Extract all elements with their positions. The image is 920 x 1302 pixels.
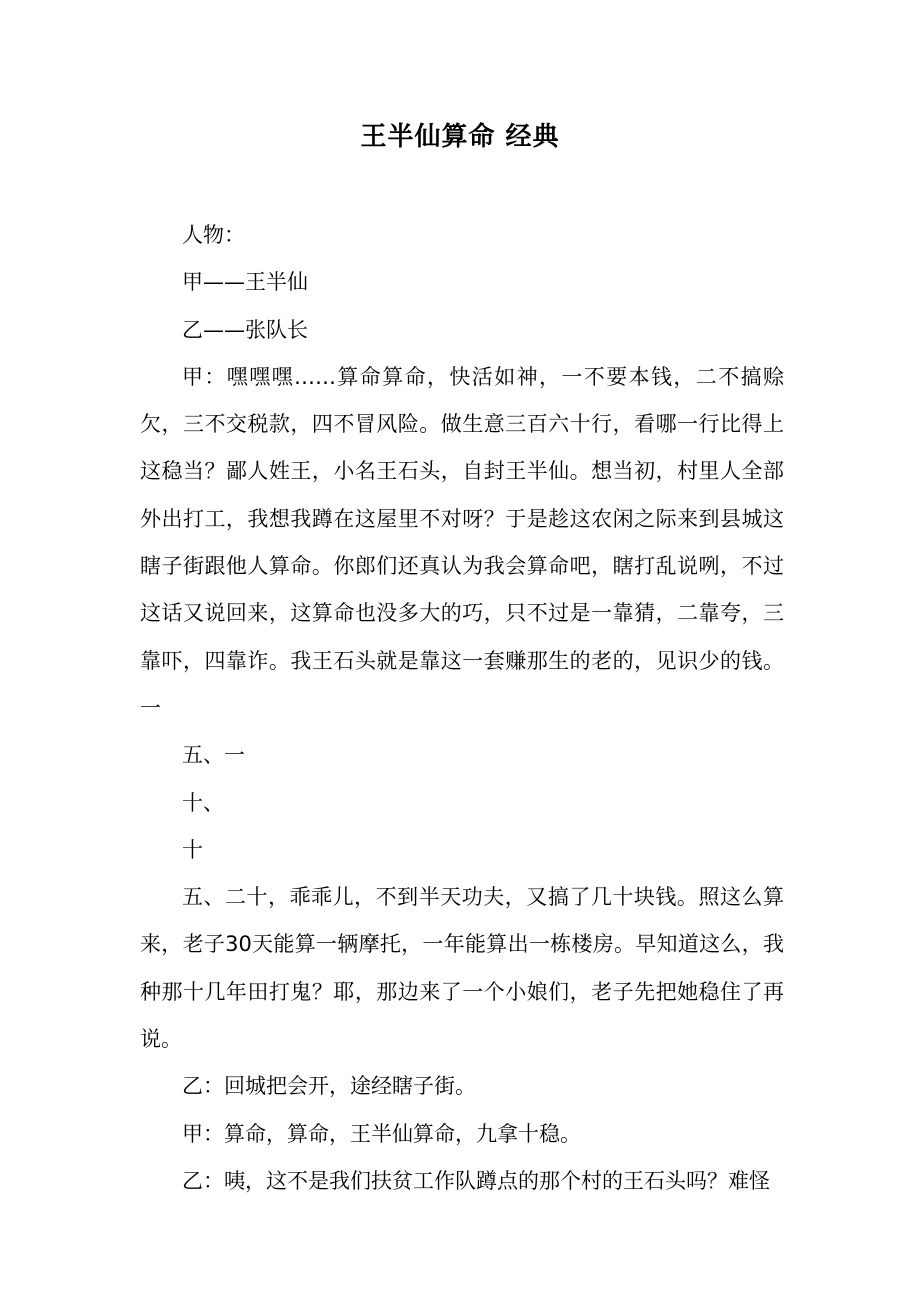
dialogue-paragraph: 五、二十，乖乖儿，不到半天功夫，又搞了几十块钱。照这么算来，老子30天能算一辆摩托，一年能算出一栋楼房。早知道这么，我种那十几年田打鬼？耶，那边来了一个小娘们，老子先把她稳住了再说。 bbox=[140, 885, 784, 1052]
cast-member-yi: 乙——张队长 bbox=[182, 317, 308, 342]
dialogue-line: 甲：算命，算命，王半仙算命，九拿十稳。 bbox=[182, 1121, 581, 1146]
cast-member-jia: 甲——王半仙 bbox=[182, 270, 308, 295]
document-body bbox=[140, 212, 784, 1205]
dialogue-line: 乙：回城把会开，途经瞎子街。 bbox=[182, 1074, 476, 1099]
dialogue-paragraph: 甲：嘿嘿嘿……算命算命，快活如神，一不要本钱，二不搞赊欠，三不交税款，四不冒风险。做生意三百六十行，看哪一行比得上这稳当？鄙人姓王，小名王石头，自封王半仙。想当初，村里人全部外出打工，我想我蹲在这屋里不对呀？于是趁这农闲之际来到县城这瞎子街跟他人算命。你郎们还真认为我会算命吧，瞎打乱说咧，不过这话又说回来，这算命也没多大的巧，只不过是一靠猜，二靠夸，三靠吓，四靠诈。我王石头就是靠这一套赚那生的老的，见识少的钱。一 bbox=[140, 364, 784, 720]
cast-heading: 人物： bbox=[182, 223, 245, 247]
document-title: 王半仙算命 经典 bbox=[360, 122, 560, 152]
dialogue-fragment: 五、一 bbox=[182, 743, 245, 768]
dialogue-fragment: 十 bbox=[182, 837, 203, 862]
dialogue-line: 乙：咦，这不是我们扶贫工作队蹲点的那个村的王石头吗？难怪 bbox=[182, 1168, 770, 1193]
dialogue-fragment: 十、 bbox=[182, 790, 224, 815]
